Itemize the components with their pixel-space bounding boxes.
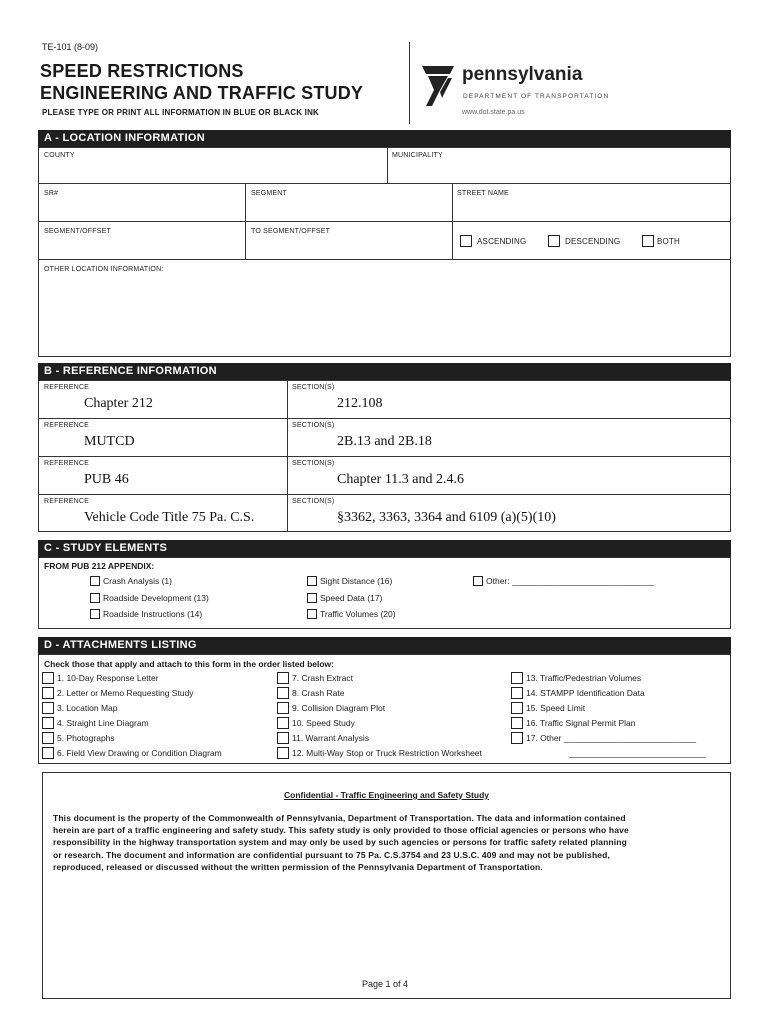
both-label: BOTH (657, 236, 681, 246)
checkbox-box[interactable] (42, 687, 54, 699)
attachment-item[interactable] (511, 700, 706, 715)
county-field[interactable]: COUNTY (44, 152, 75, 159)
attachment-label: 12. Multi-Way Stop or Truck Restriction Worksheet (292, 747, 482, 758)
row-divider (38, 221, 731, 222)
row-divider (38, 259, 731, 260)
checkbox-box[interactable] (42, 747, 54, 759)
attachment-label: 14. STAMPP Identification Data (526, 687, 645, 698)
reference-value[interactable]: PUB 46 (84, 472, 129, 487)
segment-field[interactable]: SEGMENT (251, 190, 288, 197)
attachment-item[interactable] (42, 700, 222, 715)
segment-offset-field[interactable]: SEGMENT/OFFSET (44, 228, 111, 235)
attachment-item[interactable] (277, 685, 482, 700)
checkbox-box[interactable] (42, 732, 54, 744)
reference-value[interactable]: MUTCD (84, 434, 135, 449)
roadside-development-checkbox[interactable] (90, 593, 209, 603)
attachment-item[interactable] (42, 715, 222, 730)
checkbox-box[interactable] (277, 672, 289, 684)
checkbox-box[interactable] (277, 702, 289, 714)
attachment-label: 2. Letter or Memo Requesting Study (57, 687, 194, 698)
reference-value[interactable]: Chapter 212 (84, 396, 153, 411)
checkbox-box[interactable] (277, 687, 289, 699)
col-divider (452, 183, 453, 259)
checkbox-box[interactable] (90, 576, 100, 586)
checkbox-box[interactable] (277, 747, 289, 759)
attachment-item[interactable] (277, 745, 482, 760)
roadside-instructions-checkbox[interactable] (90, 609, 202, 619)
roadside-development-label: Roadside Development (13) (103, 593, 209, 603)
attachments-col-1 (42, 670, 222, 760)
descending-checkbox[interactable] (548, 235, 620, 247)
checkbox-box[interactable] (90, 593, 100, 603)
crash-analysis-checkbox[interactable] (90, 576, 172, 586)
checkbox-box[interactable] (277, 732, 289, 744)
attachment-item[interactable] (511, 730, 706, 745)
logo-url[interactable]: www.dot.state.pa.us (462, 109, 525, 116)
sight-distance-label: Sight Distance (16) (320, 576, 393, 586)
row-divider (38, 183, 731, 184)
col-divider (245, 183, 246, 259)
other-line-2-text[interactable]: _____________________________ (569, 747, 707, 758)
checkbox-box[interactable] (511, 702, 523, 714)
reference-value[interactable]: Vehicle Code Title 75 Pa. C.S. (84, 510, 255, 525)
attachment-item[interactable] (277, 670, 482, 685)
attachment-item[interactable] (511, 715, 706, 730)
confidential-line: reproduced, released or discussed without the written permission of the Pennsylvania Department of Transportation. (53, 861, 543, 872)
checkbox-box[interactable] (42, 672, 54, 684)
attachment-label[interactable]: 17. Other ____________________________ (526, 732, 697, 743)
roadside-instructions-label: Roadside Instructions (14) (103, 609, 203, 619)
section-b-heading: B - REFERENCE INFORMATION (38, 363, 731, 380)
checkbox-box[interactable] (460, 235, 472, 247)
form-number: TE-101 (8-09) (42, 42, 99, 52)
attachments-instruction: Check those that apply and attach to this form in the order listed below: (44, 659, 334, 669)
reference-label: REFERENCE (44, 384, 89, 391)
header-divider (409, 42, 410, 124)
ascending-checkbox[interactable] (460, 235, 526, 247)
checkbox-box[interactable] (90, 609, 100, 619)
checkbox-box[interactable] (307, 593, 317, 603)
section-c-heading: C - STUDY ELEMENTS (38, 540, 731, 557)
confidential-body (53, 812, 728, 873)
descending-label: DESCENDING (565, 236, 621, 246)
confidential-line: or research. The document and information are confidential pursuant to 75 Pa. C.S.3754 and 23 U.S.C. 409 and may not be published, (53, 849, 611, 860)
to-segment-offset-field[interactable]: TO SEGMENT/OFFSET (251, 228, 331, 235)
attachment-label: 9. Collision Diagram Plot (292, 702, 386, 713)
attachment-label: 13. Traffic/Pedestrian Volumes (526, 672, 642, 683)
sections-label: SECTION(S) (292, 460, 335, 467)
keystone-logo-icon (418, 64, 458, 108)
checkbox-box[interactable] (307, 609, 317, 619)
reference-label: REFERENCE (44, 498, 89, 505)
attachment-label: 15. Speed Limit (526, 702, 586, 713)
ascending-label: ASCENDING (477, 236, 527, 246)
checkbox-box[interactable] (548, 235, 560, 247)
attachment-item[interactable] (42, 670, 222, 685)
confidential-title: Confidential - Traffic Engineering and Safety Study (284, 790, 489, 800)
reference-label: REFERENCE (44, 422, 89, 429)
checkbox-box[interactable] (473, 576, 483, 586)
attachment-item[interactable] (511, 670, 706, 685)
logo-wordmark: pennsylvania (462, 64, 583, 85)
checkbox-box[interactable] (642, 235, 654, 247)
sections-label: SECTION(S) (292, 384, 335, 391)
attachment-item[interactable] (277, 700, 482, 715)
attachment-item[interactable] (42, 745, 222, 760)
attachments-col-3 (511, 670, 706, 760)
sections-value[interactable]: 212.108 (337, 396, 383, 411)
section-a-heading: A - LOCATION INFORMATION (38, 130, 731, 147)
speed-data-label: Speed Data (17) (320, 593, 383, 603)
other-line-2[interactable] (511, 745, 706, 760)
ink-instructions: PLEASE TYPE OR PRINT ALL INFORMATION IN BLUE OR BLACK INK (42, 108, 320, 117)
sections-value[interactable]: Chapter 11.3 and 2.4.6 (337, 472, 465, 487)
crash-analysis-label: Crash Analysis (1) (103, 576, 172, 586)
section-a-box (38, 147, 731, 357)
sections-label: SECTION(S) (292, 422, 335, 429)
other-checkbox[interactable] (473, 576, 654, 586)
confidential-line: This document is the property of the Commonwealth of Pennsylvania, Department of Transportation. The data and information contained (53, 813, 626, 823)
attachments-col-2 (277, 670, 482, 760)
checkbox-box[interactable] (511, 687, 523, 699)
attachment-label: 7. Crash Extract (292, 672, 353, 683)
attachment-label: 3. Location Map (57, 702, 118, 713)
confidential-line: herein are part of a traffic engineering and safety study. This safety study is only provided to those official agencies or persons who have (53, 825, 629, 836)
attachment-label: 16. Traffic Signal Permit Plan (526, 717, 636, 728)
attachment-item[interactable] (277, 730, 482, 745)
page-number: Page 1 of 4 (361, 979, 409, 989)
row-divider (38, 418, 731, 419)
reference-label: REFERENCE (44, 460, 89, 467)
attachment-item[interactable] (511, 685, 706, 700)
attachment-label: 5. Photographs (57, 732, 115, 743)
attachment-item[interactable] (42, 730, 222, 745)
attachment-item[interactable] (42, 685, 222, 700)
section-d-heading: D - ATTACHMENTS LISTING (38, 637, 731, 654)
confidential-box (42, 772, 731, 999)
sections-value[interactable]: §3362, 3363, 3364 and 6109 (a)(5)(10) (337, 510, 556, 525)
col-divider (387, 147, 388, 183)
traffic-volumes-label: Traffic Volumes (20) (320, 609, 396, 619)
street-name-field[interactable]: STREET NAME (457, 190, 509, 197)
sections-label: SECTION(S) (292, 498, 335, 505)
checkbox-box[interactable] (277, 717, 289, 729)
confidential-line: responsibility in the highway transportation system and may only be used by such agencies or persons for traffic safety related planning (53, 837, 627, 848)
both-checkbox[interactable] (642, 235, 680, 247)
form-title (40, 60, 363, 104)
checkbox-box[interactable] (42, 717, 54, 729)
attachment-label: 10. Speed Study (292, 717, 355, 728)
speed-data-checkbox[interactable] (307, 593, 382, 603)
pub212-label: FROM PUB 212 APPENDIX: (44, 561, 155, 571)
attachment-label: 4. Straight Line Diagram (57, 717, 149, 728)
checkbox-box[interactable] (42, 702, 54, 714)
checkbox-box[interactable] (307, 576, 317, 586)
checkbox-box[interactable] (511, 717, 523, 729)
attachment-label: 11. Warrant Analysis (292, 732, 370, 743)
other-location-field[interactable]: OTHER LOCATION INFORMATION: (44, 266, 164, 273)
sight-distance-checkbox[interactable] (307, 576, 392, 586)
logo-department: DEPARTMENT OF TRANSPORTATION (463, 93, 610, 100)
form-title-line2: ENGINEERING AND TRAFFIC STUDY (40, 83, 364, 103)
row-divider (38, 456, 731, 457)
sections-value[interactable]: 2B.13 and 2B.18 (337, 434, 432, 449)
row-divider (38, 494, 731, 495)
checkbox-box[interactable] (511, 732, 523, 744)
attachment-label: 8. Crash Rate (292, 687, 345, 698)
attachment-item[interactable] (277, 715, 482, 730)
attachment-label: 1. 10-Day Response Letter (57, 672, 159, 683)
other-label[interactable]: Other: ______________________________ (486, 576, 654, 586)
attachment-label: 6. Field View Drawing or Condition Diagram (57, 747, 222, 758)
checkbox-box[interactable] (511, 672, 523, 684)
sr-field[interactable]: SR# (44, 190, 59, 197)
form-title-line1: SPEED RESTRICTIONS (40, 61, 244, 81)
municipality-field[interactable]: MUNICIPALITY (392, 152, 443, 159)
traffic-volumes-checkbox[interactable] (307, 609, 396, 619)
